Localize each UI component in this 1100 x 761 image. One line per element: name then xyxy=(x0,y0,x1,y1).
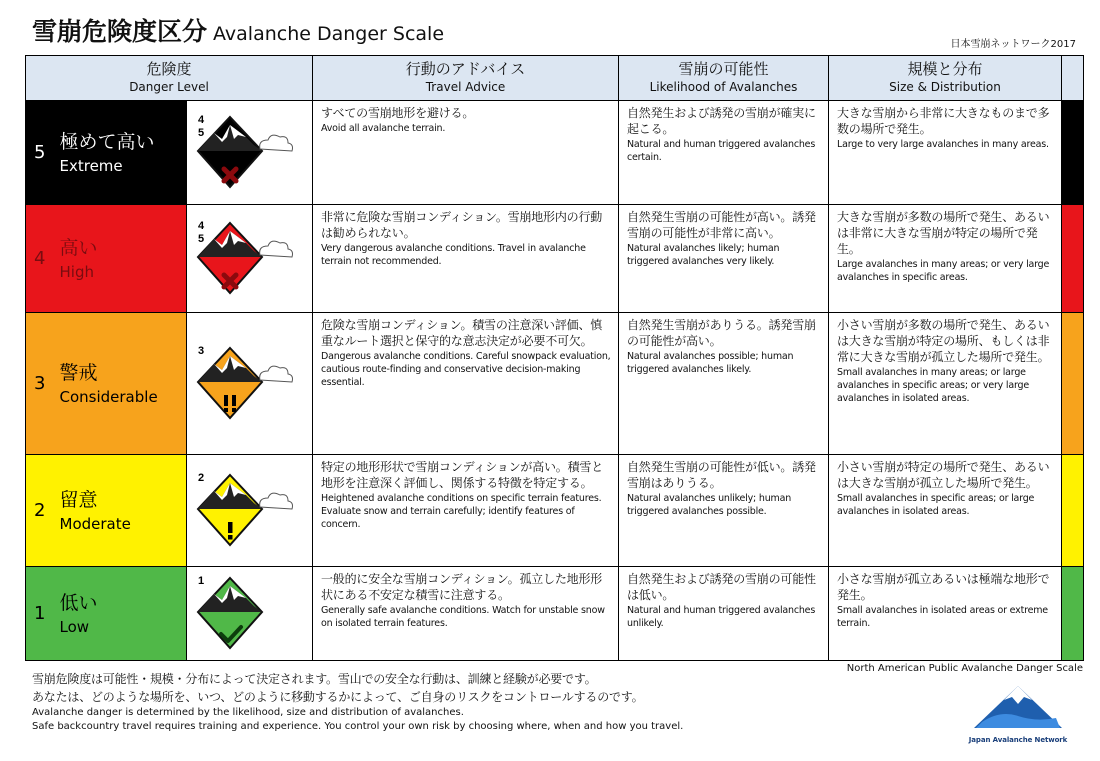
level-number: 3 xyxy=(26,313,54,455)
level-label-jp: 高い xyxy=(59,236,98,259)
travel-advice-cell xyxy=(313,455,619,567)
advice-jp: 非常に危険な雪崩コンディション。雪崩地形内の行動は勧められない。 xyxy=(321,210,603,240)
page-title xyxy=(32,12,444,48)
level-row xyxy=(26,455,1084,567)
advice-en: Very dangerous avalanche conditions. Travel in avalanche terrain not recommended. xyxy=(321,243,586,267)
advice-jp: 一般的に安全な雪崩コンディション。孤立した地形形状にある不安定な積雪に注意する。 xyxy=(321,572,603,602)
size-jp: 小さい雪崩が特定の場所で発生、あるいは大きな雪崩が孤立した場所で発生。 xyxy=(837,460,1050,490)
travel-advice-cell xyxy=(313,313,619,455)
travel-advice-cell xyxy=(313,101,619,205)
size-en: Large to very large avalanches in many areas. xyxy=(837,139,1049,150)
header-size-distribution: 規模と分布 Size & Distribution xyxy=(829,56,1062,101)
danger-2-exclamation-icon xyxy=(194,469,306,549)
level-label-jp: 留意 xyxy=(59,488,98,511)
likelihood-jp: 自然発生雪崩がありうる。誘発雪崩の可能性が高い。 xyxy=(627,318,816,348)
level-icon-cell xyxy=(187,313,313,455)
likelihood-jp: 自然発生雪崩の可能性が低い。誘発雪崩はありうる。 xyxy=(627,460,816,490)
size-distribution-cell xyxy=(829,455,1062,567)
level-label-jp: 警戒 xyxy=(59,361,98,384)
danger-3-exclamation-icon xyxy=(194,342,306,422)
likelihood-en: Natural and human triggered avalanches unlikely. xyxy=(627,605,816,629)
level-color-bar xyxy=(1062,205,1084,313)
jan-logo xyxy=(966,684,1070,744)
svg-text:2: 2 xyxy=(197,471,204,484)
size-distribution-cell xyxy=(829,567,1062,661)
advice-en: Heightened avalanche conditions on specific terrain features. Evaluate snow and terrain carefully; identify features of concern. xyxy=(321,493,602,530)
level-row xyxy=(26,101,1084,205)
likelihood-en: Natural avalanches unlikely; human triggered avalanches possible. xyxy=(627,493,792,517)
level-color-bar xyxy=(1062,101,1084,205)
advice-jp: すべての雪崩地形を避ける。 xyxy=(321,106,475,120)
size-distribution-cell xyxy=(829,101,1062,205)
danger-1-check-icon xyxy=(194,572,306,652)
level-label-en: Considerable xyxy=(59,387,158,406)
level-icon-cell xyxy=(187,205,313,313)
size-en: Small avalanches in many areas; or large avalanches in specific areas; or very large avalanches in isolated areas. xyxy=(837,367,1029,404)
advice-en: Generally safe avalanche conditions. Watch for unstable snow on isolated terrain features. xyxy=(321,605,605,629)
table-header-row xyxy=(26,56,1084,101)
footer-en-line-2: Safe backcountry travel requires training and experience. You control your own risk by choosing where, when and how you travel. xyxy=(32,721,684,732)
footer-en-line-1: Avalanche danger is determined by the likelihood, size and distribution of avalanches. xyxy=(32,707,464,718)
danger-scale-table xyxy=(25,55,1084,661)
level-icon-cell xyxy=(187,455,313,567)
travel-advice-cell xyxy=(313,567,619,661)
level-color-bar xyxy=(1062,313,1084,455)
level-label-en: High xyxy=(59,262,94,281)
level-label xyxy=(54,313,187,455)
advice-en: Avoid all avalanche terrain. xyxy=(321,123,446,134)
size-jp: 大きな雪崩が多数の場所で発生、あるいは非常に大きな雪崩が特定の場所で発生。 xyxy=(837,210,1050,256)
svg-text:4: 4 xyxy=(197,219,204,232)
header-danger-level: 危険度 Danger Level xyxy=(26,56,313,101)
likelihood-en: Natural avalanches possible; human triggered avalanches likely. xyxy=(627,351,794,375)
level-row xyxy=(26,313,1084,455)
level-label xyxy=(54,567,187,661)
level-label xyxy=(54,101,187,205)
likelihood-cell xyxy=(619,313,829,455)
title-japanese: 雪崩危険度区分 xyxy=(32,17,208,46)
header-likelihood: 雪崩の可能性 Likelihood of Avalanches xyxy=(619,56,829,101)
svg-text:4: 4 xyxy=(197,113,204,126)
likelihood-cell xyxy=(619,567,829,661)
level-number: 1 xyxy=(26,567,54,661)
size-en: Small avalanches in specific areas; or large avalanches in isolated areas. xyxy=(837,493,1035,517)
level-label-jp: 極めて高い xyxy=(59,130,155,153)
likelihood-cell xyxy=(619,205,829,313)
size-distribution-cell xyxy=(829,313,1062,455)
travel-advice-cell xyxy=(313,205,619,313)
footer-jp-line-1: 雪崩危険度は可能性・規模・分布によって決定されます。雪山での安全な行動は、訓練と経験が必要です。 xyxy=(32,672,597,686)
likelihood-jp: 自然発生および誘発の雪崩の可能性は低い。 xyxy=(627,572,816,602)
level-number: 2 xyxy=(26,455,54,567)
size-en: Small avalanches in isolated areas or extreme terrain. xyxy=(837,605,1048,629)
danger-4-x-icon xyxy=(194,217,306,297)
mountain-logo-icon xyxy=(970,684,1066,730)
likelihood-en: Natural and human triggered avalanches certain. xyxy=(627,139,816,163)
likelihood-en: Natural avalanches likely; human triggered avalanches very likely. xyxy=(627,243,780,267)
level-label-en: Extreme xyxy=(59,156,123,175)
size-jp: 小さな雪崩が孤立あるいは極端な地形で発生。 xyxy=(837,572,1050,602)
header-travel-advice: 行動のアドバイス Travel Advice xyxy=(313,56,619,101)
credit-text: 日本雪崩ネットワーク2017 xyxy=(950,39,1076,50)
likelihood-cell xyxy=(619,101,829,205)
svg-text:1: 1 xyxy=(197,574,204,587)
title-english: Avalanche Danger Scale xyxy=(213,23,445,45)
advice-en: Dangerous avalanche conditions. Careful snowpack evaluation, cautious route-finding and conservative decision-making essential. xyxy=(321,351,611,388)
svg-text:3: 3 xyxy=(197,344,204,357)
size-jp: 小さい雪崩が多数の場所で発生、あるいは大きな雪崩が特定の場所、もしくは非常に大きな雪崩が孤立した場所で発生。 xyxy=(837,318,1050,364)
level-icon-cell xyxy=(187,567,313,661)
size-jp: 大きな雪崩から非常に大きなものまで多数の場所で発生。 xyxy=(837,106,1050,136)
likelihood-cell xyxy=(619,455,829,567)
size-en: Large avalanches in many areas; or very large avalanches in specific areas. xyxy=(837,259,1050,283)
level-row xyxy=(26,567,1084,661)
scale-source: North American Public Avalanche Danger Scale xyxy=(846,663,1083,674)
level-color-bar xyxy=(1062,567,1084,661)
size-distribution-cell xyxy=(829,205,1062,313)
footer-jp-line-2: あなたは、どのような場所を、いつ、どのように移動するかによって、ご自身のリスクをコントロールするのです。 xyxy=(32,690,644,704)
level-number: 4 xyxy=(26,205,54,313)
footer-notes xyxy=(32,670,812,734)
level-label-en: Low xyxy=(59,617,90,636)
danger-5-x-icon xyxy=(194,111,306,191)
level-icon-cell xyxy=(187,101,313,205)
likelihood-jp: 自然発生雪崩の可能性が高い。誘発雪崩の可能性が非常に高い。 xyxy=(627,210,816,240)
level-color-bar xyxy=(1062,455,1084,567)
level-label-jp: 低い xyxy=(59,591,98,614)
likelihood-jp: 自然発生および誘発の雪崩が確実に起こる。 xyxy=(627,106,816,136)
advice-jp: 特定の地形形状で雪崩コンディションが高い。積雪と地形を注意深く評価し、関係する特徴を特定する。 xyxy=(321,460,604,490)
level-number: 5 xyxy=(26,101,54,205)
level-label xyxy=(54,455,187,567)
level-label-en: Moderate xyxy=(59,514,131,533)
level-label xyxy=(54,205,187,313)
svg-text:5: 5 xyxy=(197,126,204,139)
level-row xyxy=(26,205,1084,313)
header-color-bar xyxy=(1062,56,1084,101)
logo-text: Japan Avalanche Network xyxy=(968,736,1068,744)
svg-text:5: 5 xyxy=(197,232,204,245)
advice-jp: 危険な雪崩コンディション。積雪の注意深い評価、慎重なルート選択と保守的な意志決定が必要不可欠。 xyxy=(321,318,603,348)
